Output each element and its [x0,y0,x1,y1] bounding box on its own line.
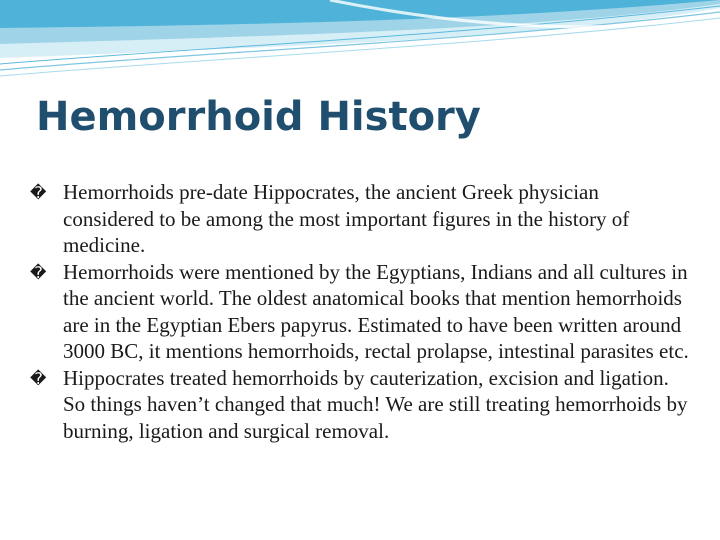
bullet-icon: � [30,368,47,388]
bullet-icon: � [30,183,47,202]
bullet-text: Hippocrates treated hemorrhoids by cauterization, excision and ligation. So things haven’t changed that much! We are still treating hemorrhoids by burning, ligation and surgical removal. [63,365,688,443]
bullet-text: Hemorrhoids were mentioned by the Egyptians, Indians and all cultures in the ancient world. The oldest anatomical books that mention hemorrhoids are in the Egyptian Ebers papyrus. Estimated to have been written around 3000 BC, it mentions hemorrhoids, rectal prolapse, intestinal parasites etc. [63,259,689,363]
bullet-item [30,259,690,365]
bullet-icon: � [30,262,47,282]
bullet-item [30,179,690,259]
header-wave-decoration [0,0,720,90]
bullet-text: Hemorrhoids pre-date Hippocrates, the ancient Greek physician considered to be among the most important figures in the history of medicine. [63,180,630,257]
bullet-item [30,365,690,445]
slide-title: Hemorrhoid History [36,94,481,140]
bullet-list [30,179,690,444]
